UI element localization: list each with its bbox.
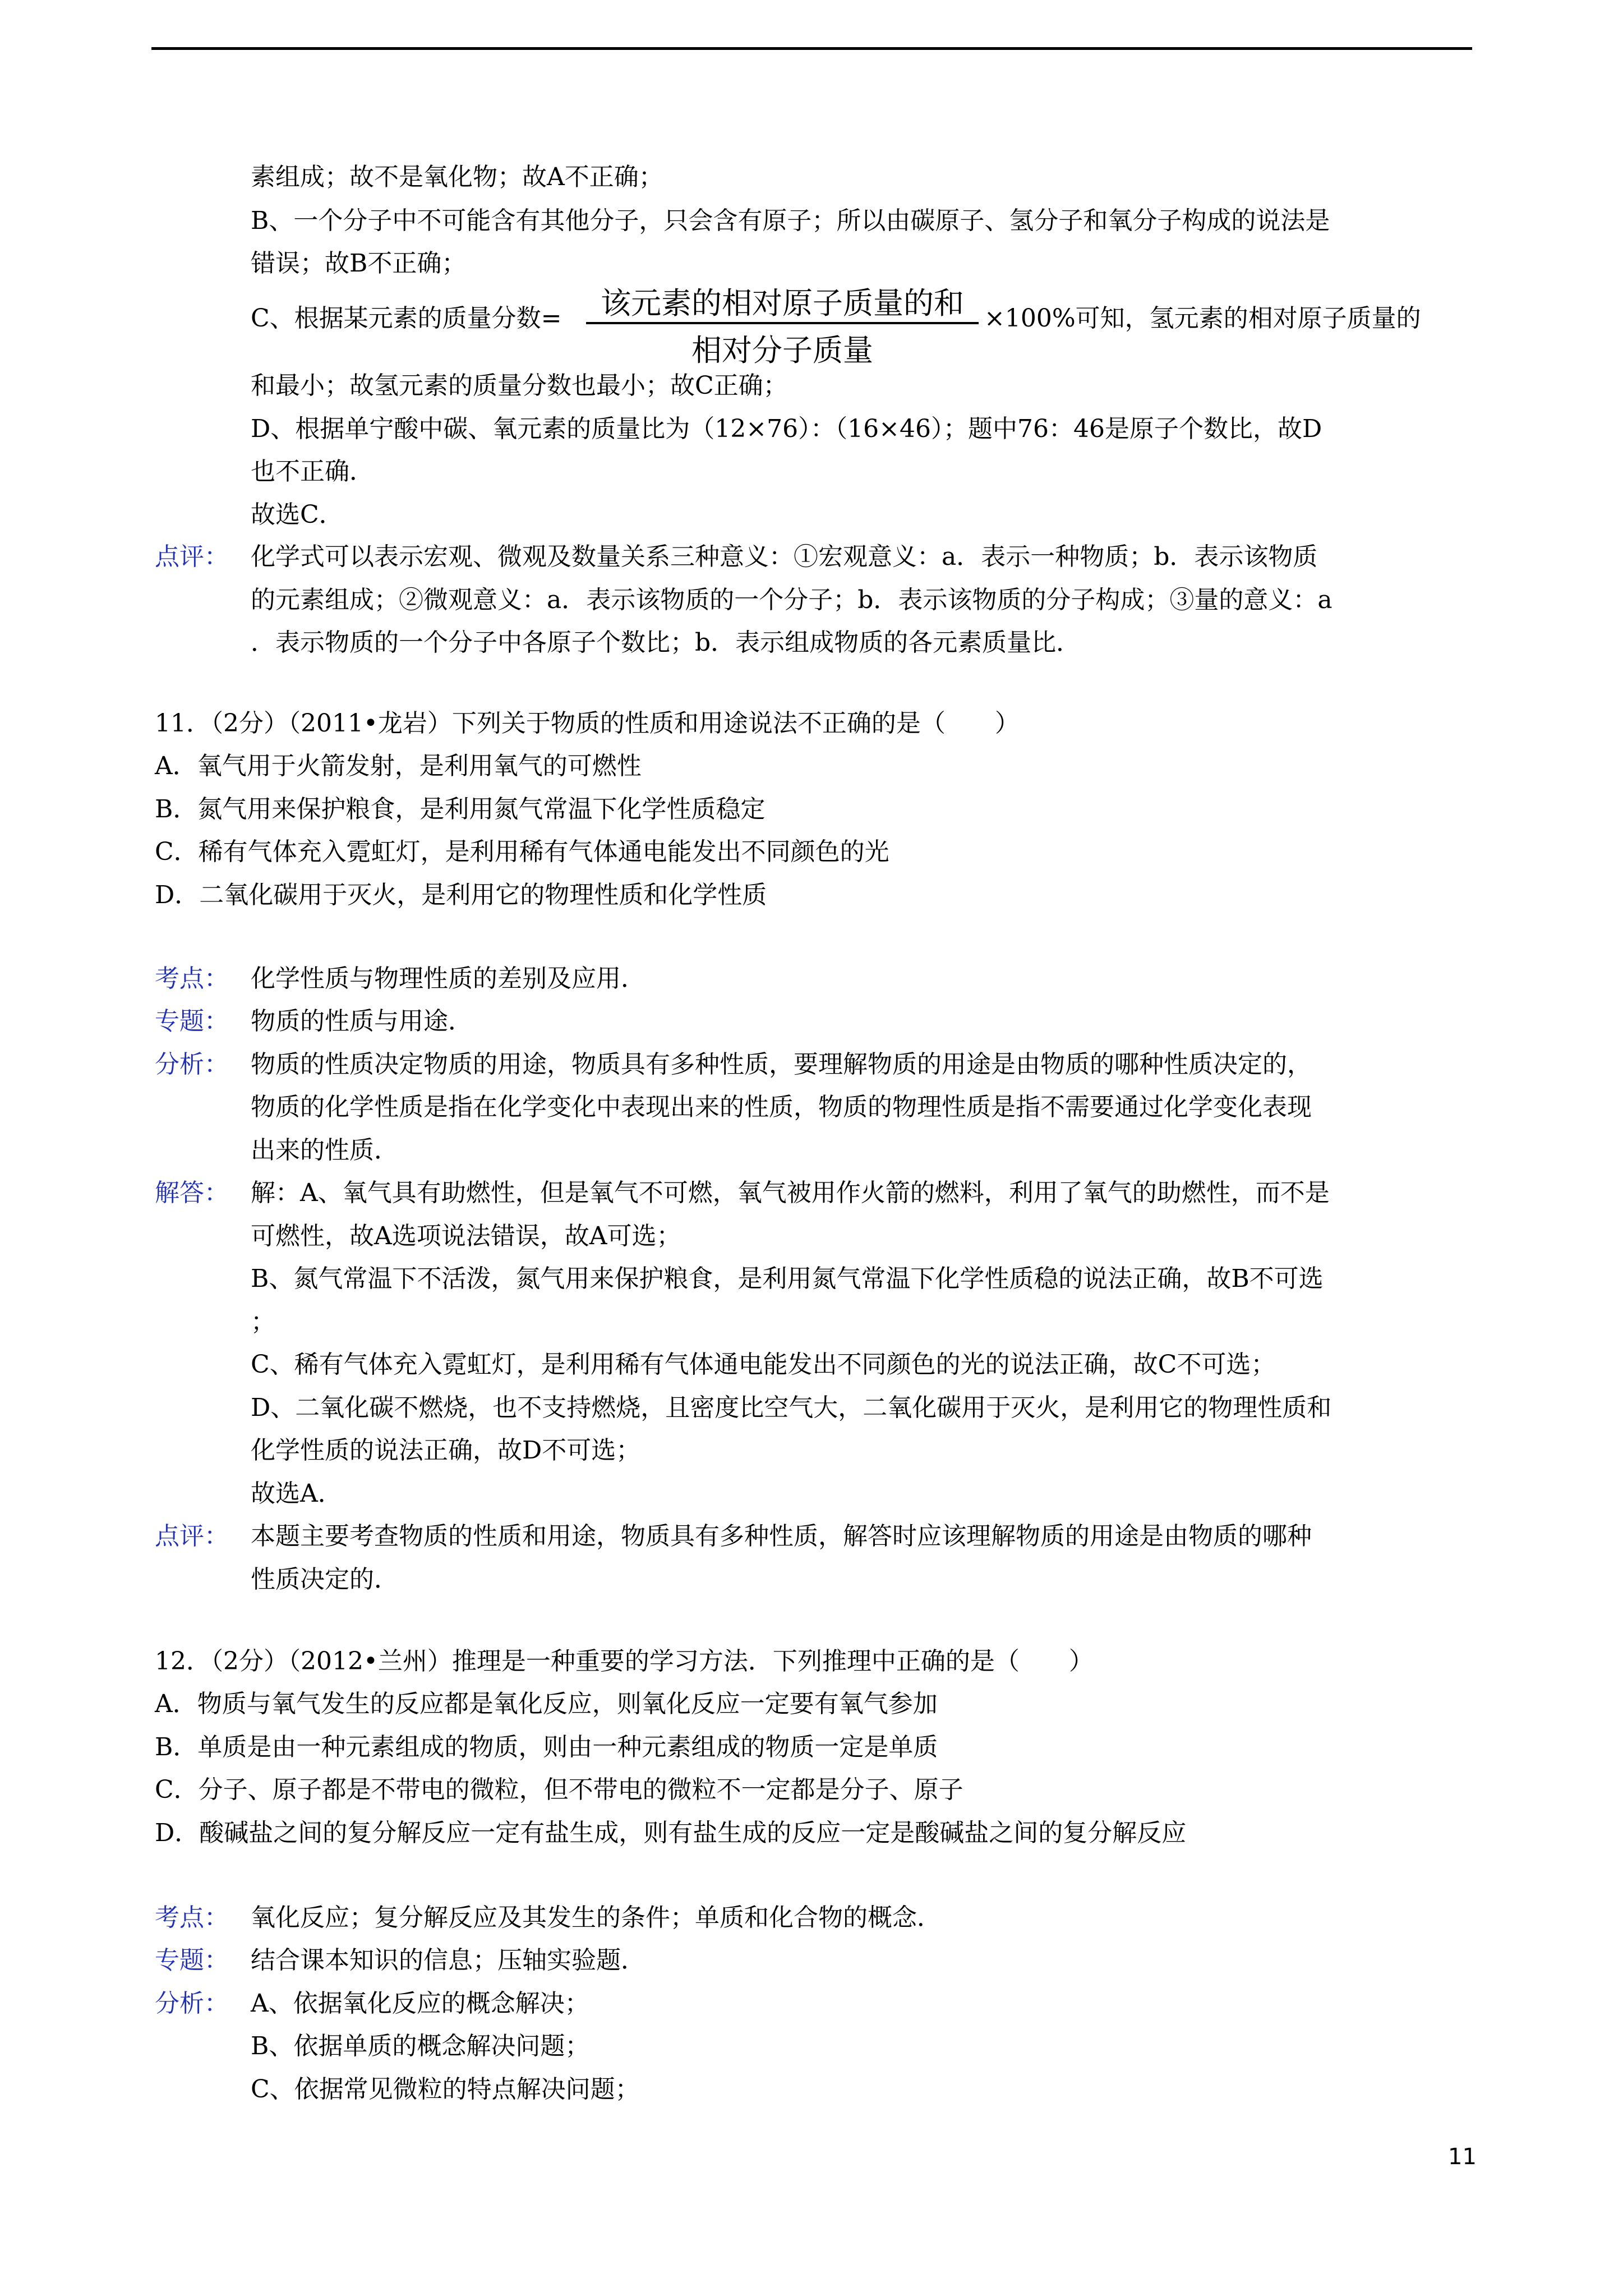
mass-fraction-formula	[586, 279, 979, 368]
jieda-line: 故选A．	[251, 1479, 343, 1508]
answer-line: 素组成；故不是氧化物；故A不正确；	[251, 163, 663, 191]
answer-line: C、根据某元素的质量分数=	[251, 304, 562, 333]
answer-line: 也不正确．	[251, 457, 374, 486]
fenxi-label: 分析：	[155, 1989, 229, 2018]
zhuanti-label: 专题：	[155, 1946, 229, 1975]
jieda-line: ；	[251, 1308, 275, 1336]
header-rule	[151, 47, 1472, 50]
option-b: B．氮气用来保护粮食，是利用氮气常温下化学性质稳定	[155, 795, 766, 823]
answer-line: ×100%可知，氢元素的相对原子质量的	[984, 304, 1421, 333]
comment-line: ．表示物质的一个分子中各原子个数比；b．表示组成物质的各元素质量比．	[251, 628, 1081, 657]
jieda-line: B、氮气常温下不活泼，氮气用来保护粮食，是利用氮气常温下化学性质稳的说法正确，故B不可选	[251, 1264, 1324, 1293]
comment-label: 点评：	[155, 542, 229, 571]
kaodian-text: 化学性质与物理性质的差别及应用．	[251, 964, 645, 993]
jieda-line: D、二氧化碳不燃烧，也不支持燃烧，且密度比空气大，二氧化碳用于灭火，是利用它的物理性质和	[251, 1393, 1332, 1422]
jieda-line: 化学性质的说法正确，故D不可选；	[251, 1436, 641, 1465]
kaodian-label: 考点：	[155, 1903, 229, 1932]
fenxi-line: B、依据单质的概念解决问题；	[251, 2032, 590, 2060]
option-a: A．物质与氧气发生的反应都是氧化反应，则氧化反应一定要有氧气参加	[155, 1690, 938, 1718]
fenxi-line: 物质的性质决定物质的用途，物质具有多种性质，要理解物质的用途是由物质的哪种性质决定的，	[251, 1050, 1312, 1079]
option-b: B．单质是由一种元素组成的物质，则由一种元素组成的物质一定是单质	[155, 1733, 938, 1761]
option-c: C．稀有气体充入霓虹灯，是利用稀有气体通电能发出不同颜色的光	[155, 838, 889, 866]
fenxi-line: A、依据氧化反应的概念解决；	[251, 1989, 589, 2018]
fenxi-line: 出来的性质．	[251, 1136, 399, 1165]
fenxi-line: 物质的化学性质是指在化学变化中表现出来的性质，物质的物理性质是指不需要通过化学变化表现	[251, 1093, 1312, 1121]
fenxi-line: C、依据常见微粒的特点解决问题；	[251, 2075, 640, 2104]
answer-line: D、根据单宁酸中碳、氧元素的质量比为（12×76）：（16×46）；题中76：46是原子个数比，故D	[251, 415, 1322, 443]
fraction-bar	[586, 322, 979, 324]
answer-line: 和最小；故氢元素的质量分数也最小；故C正确；	[251, 371, 788, 400]
dianping-line: 本题主要考查物质的性质和用途，物质具有多种性质，解答时应该理解物质的用途是由物质的哪种	[251, 1522, 1312, 1550]
dianping-label: 点评：	[155, 1522, 229, 1550]
question-stem: 11．（2分）（2011•龙岩）下列关于物质的性质和用途说法不正确的是（ ）	[155, 709, 1020, 738]
zhuanti-text: 物质的性质与用途．	[251, 1007, 473, 1036]
dianping-line: 性质决定的．	[251, 1565, 399, 1594]
jieda-line: C、稀有气体充入霓虹灯，是利用稀有气体通电能发出不同颜色的光的说法正确，故C不可选；	[251, 1350, 1276, 1379]
question-stem: 12．（2分）（2012•兰州）推理是一种重要的学习方法．下列推理中正确的是（ ）	[155, 1647, 1094, 1676]
option-c: C．分子、原子都是不带电的微粒，但不带电的微粒不一定都是分子、原子	[155, 1775, 963, 1804]
comment-line: 的元素组成；②微观意义：a．表示该物质的一个分子；b．表示该物质的分子构成；③量的意义：a	[251, 586, 1332, 614]
page-number: 11	[1448, 2144, 1477, 2170]
zhuanti-label: 专题：	[155, 1007, 229, 1036]
zhuanti-text: 结合课本知识的信息；压轴实验题．	[251, 1946, 645, 1975]
comment-line: 化学式可以表示宏观、微观及数量关系三种意义：①宏观意义：a．表示一种物质；b．表示该物质	[251, 542, 1318, 571]
fenxi-label: 分析：	[155, 1050, 229, 1079]
jieda-line: 可燃性，故A选项说法错误，故A可选；	[251, 1222, 681, 1250]
option-d: D．酸碱盐之间的复分解反应一定有盐生成，则有盐生成的反应一定是酸碱盐之间的复分解反应	[155, 1819, 1187, 1847]
formula-denominator: 相对分子质量	[691, 333, 873, 368]
option-d: D．二氧化碳用于灭火，是利用它的物理性质和化学性质	[155, 881, 767, 909]
answer-line: B、一个分子中不可能含有其他分子，只会含有原子；所以由碳原子、氢分子和氧分子构成的说法是	[251, 206, 1330, 235]
jieda-label: 解答：	[155, 1179, 229, 1207]
answer-line: 错误；故B不正确；	[251, 249, 467, 278]
kaodian-text: 氧化反应；复分解反应及其发生的条件；单质和化合物的概念．	[251, 1903, 942, 1932]
answer-choice: 故选C．	[251, 500, 344, 529]
jieda-line: 解：A、氧气具有助燃性，但是氧气不可燃，氧气被用作火箭的燃料，利用了氧气的助燃性，而不是	[251, 1179, 1330, 1207]
kaodian-label: 考点：	[155, 964, 229, 993]
option-a: A．氧气用于火箭发射，是利用氧气的可燃性	[155, 752, 642, 780]
formula-numerator: 该元素的相对原子质量的和	[601, 286, 964, 321]
